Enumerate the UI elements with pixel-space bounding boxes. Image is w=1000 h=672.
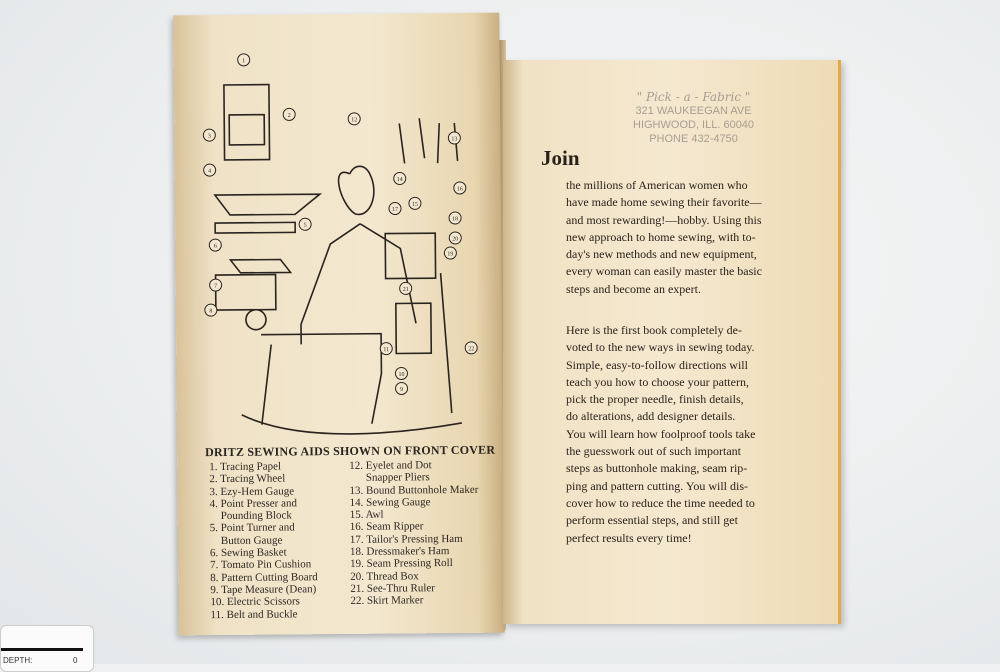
callout-6 <box>209 239 221 251</box>
svg-text:1: 1 <box>242 58 246 65</box>
list-item: 21. See-Thru Ruler <box>350 582 435 595</box>
left-page <box>173 13 504 636</box>
list-item: 13. Bound Buttonhole Maker <box>349 483 479 497</box>
svg-text:3: 3 <box>207 133 211 140</box>
callout-19 <box>444 247 456 259</box>
callout-10 <box>395 367 407 379</box>
callout-12 <box>348 113 360 125</box>
callout-20 <box>449 232 461 244</box>
sewing-illustration <box>199 43 492 446</box>
list-item: 8. Pattern Cutting Board <box>210 570 318 584</box>
callout-14 <box>394 172 406 184</box>
callout-13 <box>448 132 460 144</box>
stamp-address: 321 WAUKEEGAN AVE <box>635 105 752 117</box>
list-item: 15. Awl <box>349 508 384 522</box>
callout-5 <box>299 218 311 230</box>
svg-text:2: 2 <box>287 112 291 119</box>
list-item: 14. Sewing Gauge <box>349 496 431 509</box>
list-item: 9. Tape Measure (Dean) <box>210 583 317 597</box>
list-item: 7. Tomato Pin Cushion <box>210 558 312 572</box>
depth-value: 0 <box>73 656 78 665</box>
svg-text:9: 9 <box>400 386 404 393</box>
svg-text:21: 21 <box>402 286 409 293</box>
list-item: 16. Seam Ripper <box>349 520 424 534</box>
callout-8 <box>205 304 217 316</box>
list-item: 19. Seam Pressing Roll <box>350 557 453 571</box>
callout-9 <box>396 382 408 394</box>
list-item: 18. Dressmaker's Ham <box>349 545 450 558</box>
list-item: 17. Tailor's Pressing Ham <box>349 532 463 546</box>
list-item: 1. Tracing Papel <box>209 460 282 474</box>
callout-3 <box>203 129 215 141</box>
callout-11 <box>380 343 392 355</box>
callout-1 <box>238 54 250 66</box>
svg-text:20: 20 <box>452 236 459 243</box>
list-column-1 <box>209 460 318 621</box>
svg-text:15: 15 <box>411 201 418 208</box>
paragraph-1: the millions of American women who have made home sewing their favorite— and most rewarding!—hobby. Using this new approach to home sewing, with to- day's new methods and new equipment, every woman can easily master the basic steps and become an expert. <box>566 178 762 296</box>
svg-text:10: 10 <box>398 371 405 378</box>
callout-4 <box>204 164 216 176</box>
svg-text:12: 12 <box>351 117 358 124</box>
list-column-2 <box>349 459 479 608</box>
svg-text:16: 16 <box>456 186 463 193</box>
list-item: 10. Electric Scissors <box>210 595 300 609</box>
list-item: 20. Thread Box <box>350 569 419 583</box>
callout-15 <box>409 197 421 209</box>
list-item: 3. Ezy-Hem Gauge <box>209 484 295 498</box>
callout-16 <box>454 182 466 194</box>
callout-18 <box>449 212 461 224</box>
paragraph-2: Here is the first book completely de- voted to the new ways in sewing today. Simple, easy-to-follow directions will teach you how to choose your pattern, pick the proper needle, finish details, do alterations, add designer details. You will learn how foolproof tools take the guesswork out of such important steps as buttonhole making, seam rip- ping and pattern cutting. You will dis- cover how to reduce the time needed to perform essential steps, and still get perfect results every time! <box>566 323 756 545</box>
store-stamp <box>633 90 754 146</box>
svg-text:19: 19 <box>447 251 454 258</box>
depth-label: DEPTH: <box>3 656 33 665</box>
list-item: 22. Skirt Marker <box>350 594 424 608</box>
list-item: 4. Point Presser and <box>209 497 298 511</box>
callout-7 <box>210 279 222 291</box>
list-item: Pounding Block <box>209 509 292 523</box>
depth-card <box>0 625 94 672</box>
svg-text:5: 5 <box>303 222 307 229</box>
callout-21 <box>400 282 412 294</box>
svg-text:17: 17 <box>391 206 399 214</box>
list-item: 11. Belt and Buckle <box>210 607 298 621</box>
list-item: Snapper Pliers <box>349 471 430 485</box>
list-item: 2. Tracing Wheel <box>209 472 286 486</box>
right-page <box>503 60 841 624</box>
list-item: 12. Eyelet and Dot <box>349 459 432 472</box>
svg-text:11: 11 <box>383 347 390 354</box>
callout-2 <box>283 108 295 120</box>
card-bar <box>1 648 83 651</box>
svg-text:22: 22 <box>468 346 475 353</box>
list-item: 5. Point Turner and <box>209 521 295 535</box>
svg-text:6: 6 <box>213 243 217 250</box>
callout-17 <box>389 202 401 214</box>
page-heading: Join <box>541 146 580 170</box>
stamp-name: " Pick - a - Fabric " <box>636 90 751 104</box>
svg-text:14: 14 <box>396 176 403 183</box>
list-item: 6. Sewing Basket <box>209 546 287 560</box>
stamp-phone: PHONE 432-4750 <box>649 133 738 145</box>
stamp-city: HIGHWOOD, ILL. 60040 <box>633 119 755 131</box>
svg-text:13: 13 <box>451 136 458 143</box>
svg-text:7: 7 <box>214 283 218 290</box>
svg-text:18: 18 <box>452 216 459 223</box>
list-item: Button Gauge <box>209 534 283 547</box>
caption: DRITZ SEWING AIDS SHOWN ON FRONT COVER <box>205 442 496 460</box>
callout-22 <box>465 342 477 354</box>
svg-text:4: 4 <box>208 168 212 175</box>
svg-text:8: 8 <box>209 308 213 315</box>
